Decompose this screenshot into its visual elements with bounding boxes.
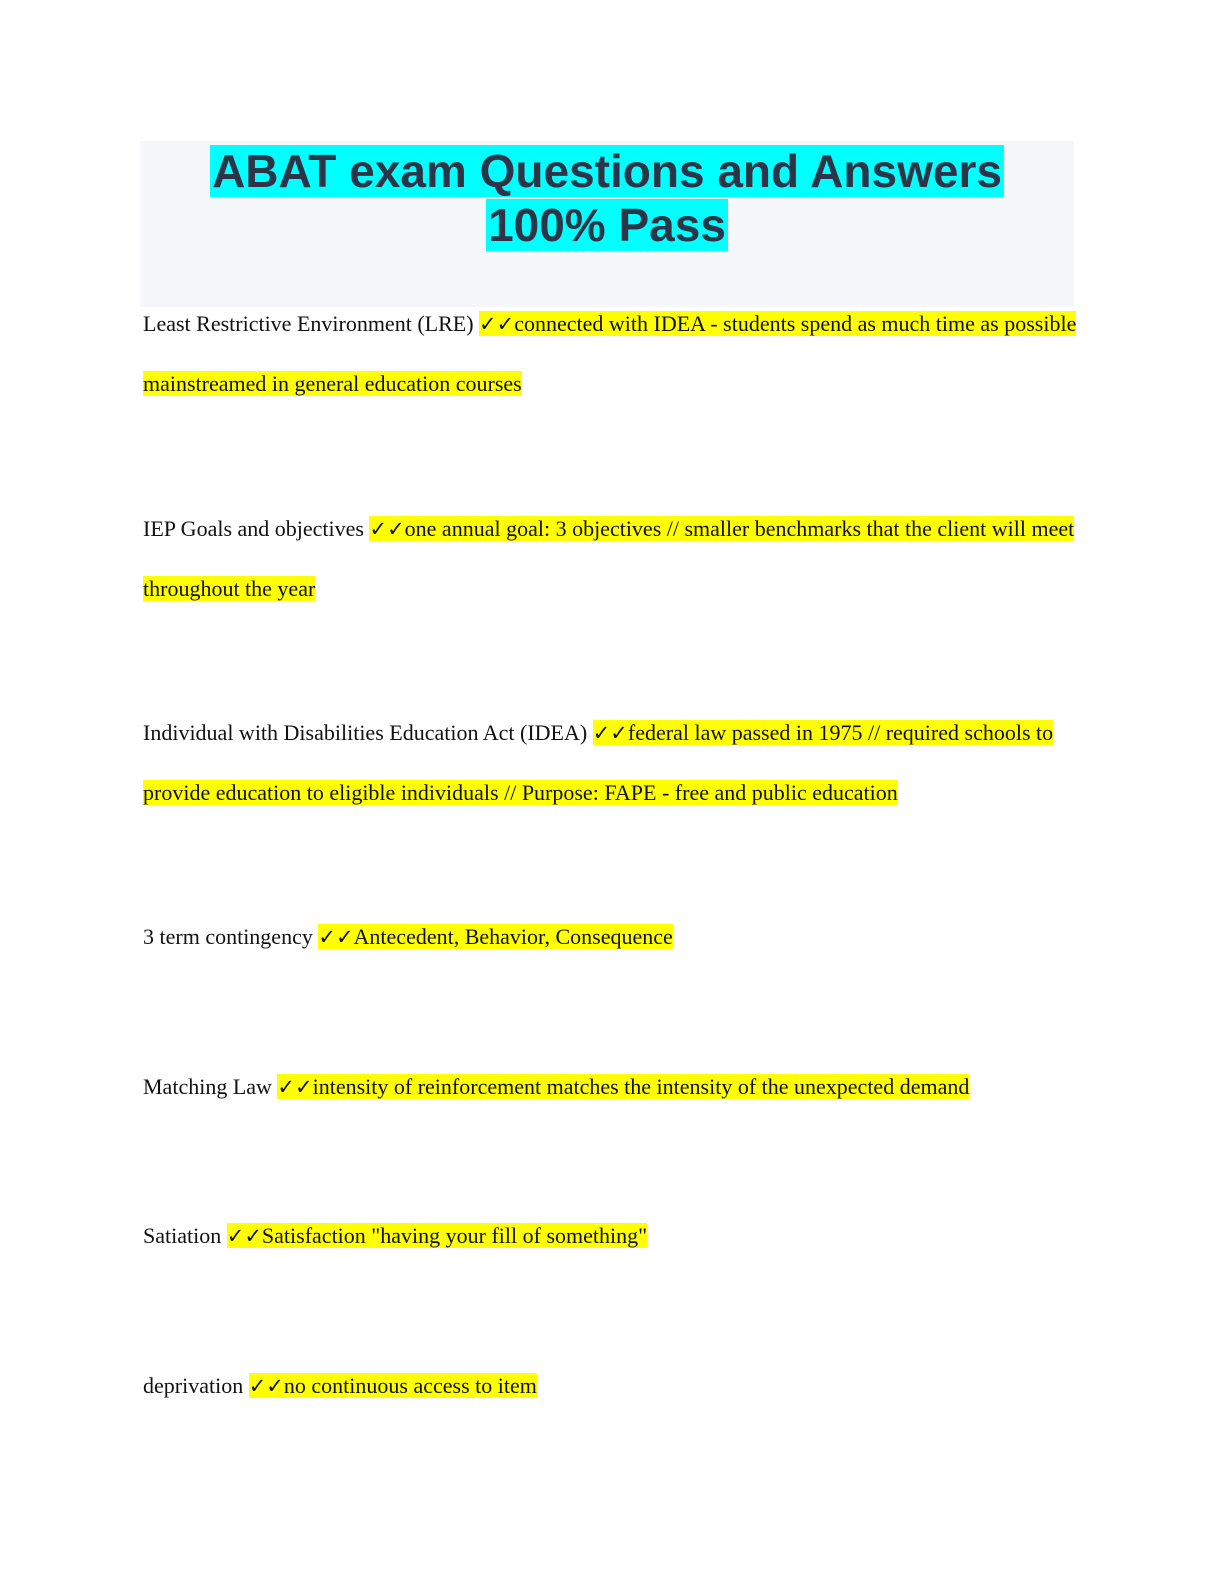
double-check-icon: ✓✓ bbox=[479, 312, 515, 336]
double-check-icon: ✓✓ bbox=[318, 925, 354, 949]
qa-term: Satiation bbox=[143, 1223, 222, 1248]
qa-answer-text: one annual goal: 3 objectives // smaller benchmarks that the client will meet throughout the year bbox=[143, 516, 1075, 601]
qa-answer bbox=[227, 1223, 647, 1248]
document-title bbox=[140, 144, 1074, 252]
qa-term: Least Restrictive Environment (LRE) bbox=[143, 311, 474, 336]
qa-item bbox=[143, 1356, 1083, 1416]
qa-item bbox=[143, 1206, 1083, 1266]
title-line-2: 100% Pass bbox=[488, 199, 726, 251]
qa-answer-text: intensity of reinforcement matches the intensity of the unexpected demand bbox=[312, 1074, 970, 1099]
qa-answer bbox=[318, 924, 672, 949]
double-check-icon: ✓✓ bbox=[248, 1374, 284, 1398]
double-check-icon: ✓✓ bbox=[226, 1224, 262, 1248]
qa-item bbox=[143, 1057, 1083, 1117]
qa-item bbox=[143, 499, 1083, 618]
double-check-icon: ✓✓ bbox=[277, 1075, 313, 1099]
double-check-icon: ✓✓ bbox=[369, 517, 405, 541]
qa-answer bbox=[277, 1074, 969, 1099]
qa-answer-text: Satisfaction "having your fill of something" bbox=[261, 1223, 648, 1248]
qa-term: Matching Law bbox=[143, 1074, 272, 1099]
qa-answer-text: connected with IDEA - students spend as much time as possible mainstreamed in general education courses bbox=[143, 311, 1077, 396]
title-block bbox=[140, 141, 1074, 307]
qa-item bbox=[143, 703, 1083, 822]
qa-term: 3 term contingency bbox=[143, 924, 313, 949]
qa-item bbox=[143, 907, 1083, 967]
double-check-icon: ✓✓ bbox=[592, 721, 628, 745]
qa-term: deprivation bbox=[143, 1373, 244, 1398]
qa-item bbox=[143, 294, 1083, 413]
qa-term: IEP Goals and objectives bbox=[143, 516, 364, 541]
qa-answer bbox=[249, 1373, 537, 1398]
qa-answer-text: federal law passed in 1975 // required schools to provide education to eligible individuals // Purpose: FAPE - free and public education bbox=[143, 720, 1054, 805]
title-line-1: ABAT exam Questions and Answers bbox=[212, 145, 1002, 197]
qa-term: Individual with Disabilities Education Act (IDEA) bbox=[143, 720, 588, 745]
qa-answer-text: no continuous access to item bbox=[283, 1373, 537, 1398]
qa-answer-text: Antecedent, Behavior, Consequence bbox=[353, 924, 673, 949]
